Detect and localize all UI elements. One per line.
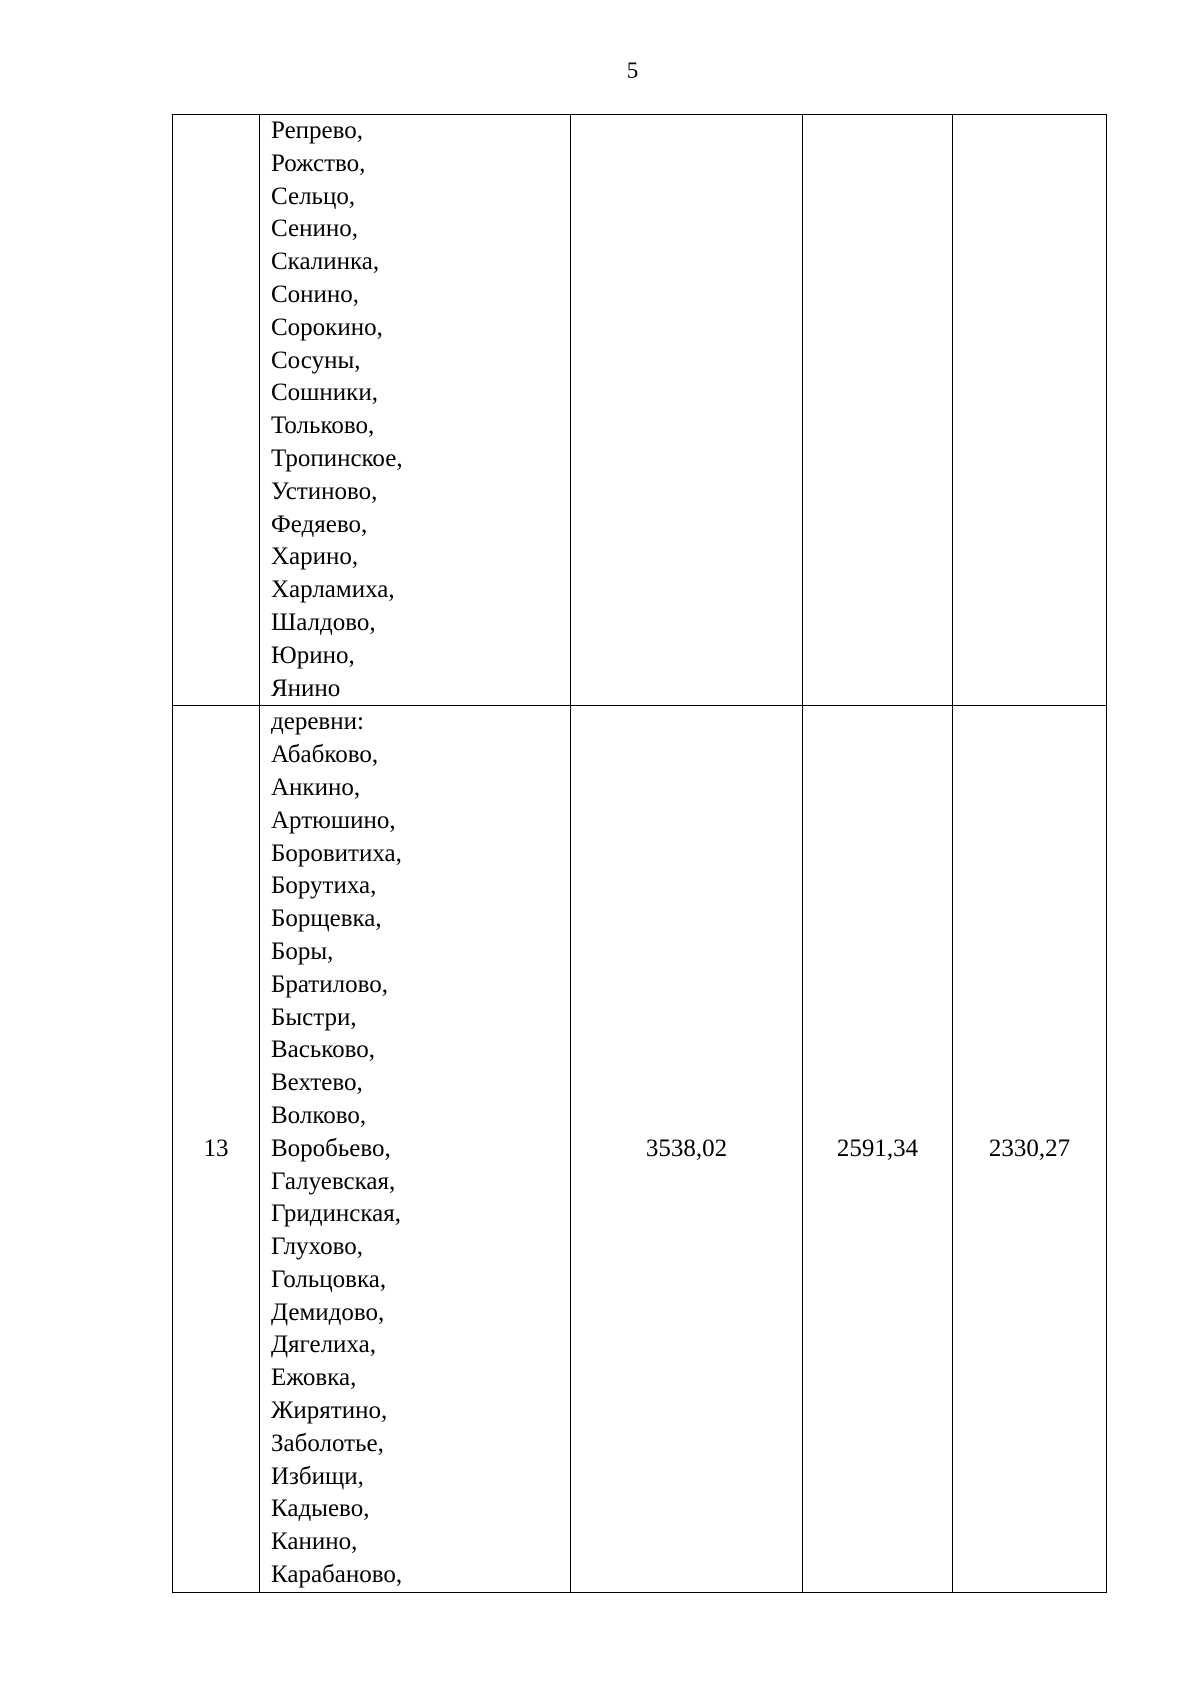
value-cell-2: 2591,34	[803, 706, 953, 1593]
settlement-name: Дягелиха,	[271, 1331, 376, 1359]
settlement-name: Быстри,	[271, 1003, 357, 1031]
settlement-name: Глухово,	[271, 1233, 363, 1261]
settlement-name: Борутиха,	[271, 872, 377, 900]
settlement-name: Шалдово,	[271, 608, 376, 636]
settlement-name: Боры,	[271, 937, 334, 965]
settlement-name: Юрино,	[271, 641, 355, 669]
settlement-names-cell	[260, 115, 571, 706]
settlement-name: Демидово,	[271, 1298, 385, 1326]
settlement-name: Абабково,	[271, 741, 379, 769]
settlement-name: Сошники,	[271, 379, 378, 407]
settlement-name: Сорокино,	[271, 313, 383, 341]
row-number-cell: 13	[173, 706, 260, 1593]
settlement-name: Сосуны,	[271, 346, 361, 374]
settlement-name: Жирятино,	[271, 1397, 388, 1425]
settlement-name: Скалинка,	[271, 248, 380, 276]
settlement-name: Тольково,	[271, 412, 375, 440]
settlement-name: Янино	[271, 674, 341, 702]
value-cell-3	[953, 115, 1107, 706]
settlement-name: Гольцовка,	[271, 1265, 387, 1293]
settlement-name: Гридинская,	[271, 1200, 401, 1228]
settlement-name: Братилово,	[271, 970, 388, 998]
settlement-name: Федяево,	[271, 510, 368, 538]
settlements-table	[172, 114, 1107, 1593]
value-cell-1	[571, 115, 803, 706]
settlement-name: Вехтево,	[271, 1069, 363, 1097]
settlement-name: Репрево,	[271, 117, 364, 144]
settlement-name: Кадыево,	[271, 1495, 370, 1523]
settlement-category-label: деревни:	[271, 708, 364, 736]
settlement-name: Избищи,	[271, 1462, 364, 1490]
settlement-name: Галуевская,	[271, 1167, 396, 1195]
settlement-name: Устиново,	[271, 477, 378, 505]
settlement-name: Харино,	[271, 543, 359, 571]
settlement-name: Анкино,	[271, 773, 361, 801]
settlement-name: Борщевка,	[271, 905, 382, 933]
settlement-name: Волково,	[271, 1101, 367, 1129]
settlement-name: Воробьево,	[271, 1134, 391, 1162]
settlement-name: Заболотье,	[271, 1429, 384, 1457]
settlement-name: Васьково,	[271, 1036, 376, 1064]
settlement-names-cell	[260, 706, 571, 1593]
settlement-name: Сенино,	[271, 215, 358, 243]
value-cell-2	[803, 115, 953, 706]
value-cell-1: 3538,02	[571, 706, 803, 1593]
settlement-name: Тропинское,	[271, 444, 403, 472]
settlement-name: Боровитиха,	[271, 839, 402, 867]
settlement-name: Канино,	[271, 1528, 358, 1556]
table-row	[173, 706, 1107, 1593]
value-cell-3: 2330,27	[953, 706, 1107, 1593]
row-number-cell	[173, 115, 260, 706]
settlement-name: Сельцо,	[271, 182, 356, 210]
settlement-name: Сонино,	[271, 280, 360, 308]
settlement-name: Рожство,	[271, 149, 366, 177]
page-number: 5	[626, 58, 639, 83]
settlement-name: Карабаново,	[271, 1561, 403, 1589]
settlement-name: Ежовка,	[271, 1364, 357, 1392]
settlement-name: Харламиха,	[271, 576, 395, 604]
settlement-name: Артюшино,	[271, 806, 396, 834]
table-row	[173, 115, 1107, 706]
